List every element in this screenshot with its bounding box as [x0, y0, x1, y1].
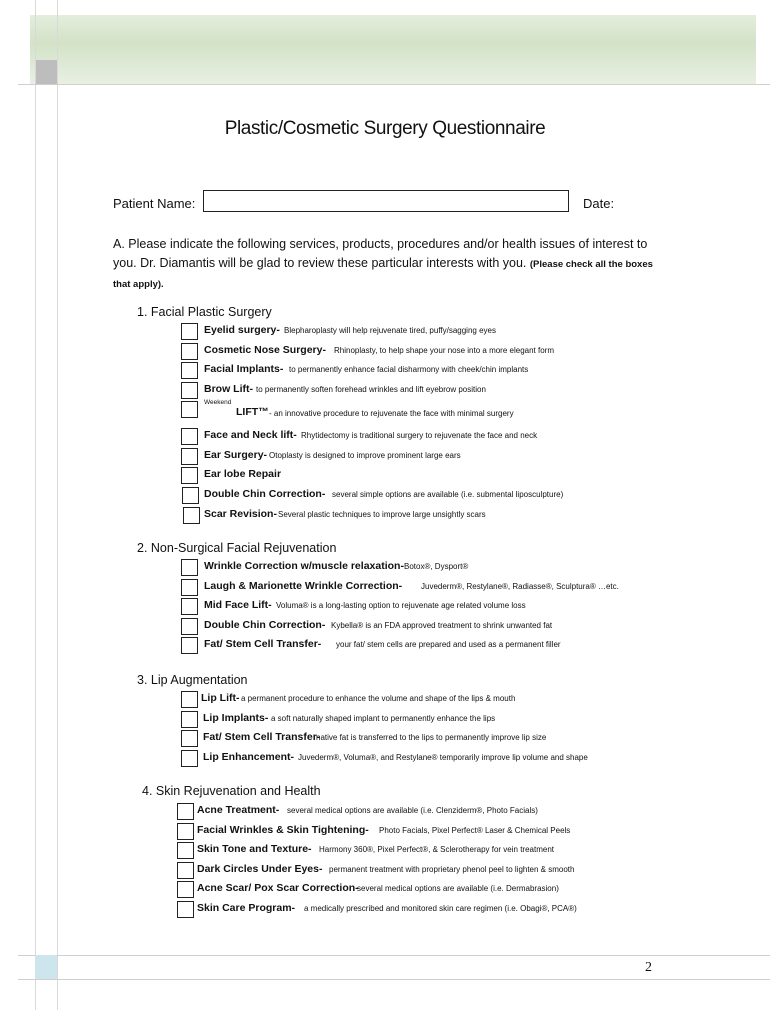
- intro-text: . Please indicate the following services, products, procedures and/or health issues of interest to you. Dr. Diamantis will be glad to review these particular interests with you.: [113, 237, 648, 270]
- header-banner: [30, 15, 756, 85]
- checkbox[interactable]: [177, 901, 194, 918]
- item-description: Several plastic techniques to improve large unsightly scars: [278, 510, 486, 519]
- item-description: Juvederm®, Voluma®, and Restylane® temporarily improve lip volume and shape: [298, 753, 588, 762]
- item-title: Dark Circles Under Eyes-: [197, 863, 323, 875]
- intro-note: (Please check all the boxes that apply).: [113, 259, 653, 290]
- intro-letter: A: [113, 237, 122, 251]
- item-title: Cosmetic Nose Surgery-: [204, 344, 326, 356]
- checkbox[interactable]: [181, 711, 198, 728]
- item-title: LIFT™: [236, 406, 269, 418]
- item-title: Fat/ Stem Cell Transfer-: [204, 638, 322, 650]
- item-title: Face and Neck lift-: [204, 429, 297, 441]
- intro-paragraph: [113, 235, 663, 294]
- date-label: Date:: [583, 196, 615, 211]
- patient-name-field[interactable]: [203, 190, 569, 212]
- checkbox[interactable]: [181, 691, 198, 708]
- item-description: Kybella® is an FDA approved treatment to shrink unwanted fat: [331, 621, 553, 630]
- page-number: 2: [645, 960, 652, 975]
- checkbox[interactable]: [177, 862, 194, 879]
- footer-corner-square: [35, 955, 57, 979]
- item-description: Voluma® is a long-lasting option to rejuvenate age related volume loss: [276, 601, 526, 610]
- checkbox[interactable]: [181, 323, 198, 340]
- checkbox[interactable]: [181, 343, 198, 360]
- checkbox[interactable]: [177, 881, 194, 898]
- checkbox[interactable]: [181, 750, 198, 767]
- item-description: a soft naturally shaped implant to permanently enhance the lips: [271, 714, 496, 723]
- header-rule: [18, 84, 770, 85]
- item-title: Ear lobe Repair: [204, 468, 282, 480]
- item-title: Laugh & Marionette Wrinkle Correction-: [204, 580, 403, 592]
- item-description: to permanently enhance facial disharmony with cheek/chin implants: [289, 365, 529, 374]
- margin-line: [35, 0, 36, 1010]
- checkbox[interactable]: [181, 362, 198, 379]
- item-description: Harmony 360®, Pixel Perfect®, & Sclerotherapy for vein treatment: [319, 845, 554, 854]
- item-description: your fat/ stem cells are prepared and used as a permanent filler: [336, 640, 561, 649]
- item-title: Fat/ Stem Cell Transfer-: [203, 731, 321, 743]
- item-description: several medical options are available (i.e. Clenziderm®, Photo Facials): [287, 806, 538, 815]
- checkbox[interactable]: [181, 730, 198, 747]
- item-prefix: Weekend: [204, 399, 232, 406]
- item-description: Rhinoplasty, to help shape your nose into a more elegant form: [334, 346, 554, 355]
- item-description: - an innovative procedure to rejuvenate the face with minimal surgery: [269, 409, 514, 418]
- footer-rule: [18, 979, 770, 980]
- item-description: Juvederm®, Restylane®, Radiasse®, Sculptura® …etc.: [421, 582, 619, 591]
- item-description: Photo Facials, Pixel Perfect® Laser & Chemical Peels: [379, 826, 571, 835]
- item-title: Double Chin Correction-: [204, 619, 326, 631]
- item-description: permanent treatment with proprietary phenol peel to lighten & smooth: [329, 865, 575, 874]
- item-title: Ear Surgery-: [204, 449, 268, 461]
- item-description: Blepharoplasty will help rejuvenate tired, puffy/sagging eyes: [284, 326, 496, 335]
- item-title: Scar Revision-: [204, 508, 277, 520]
- checkbox[interactable]: [177, 803, 194, 820]
- item-title: Mid Face Lift-: [204, 599, 272, 611]
- checkbox[interactable]: [181, 448, 198, 465]
- page-title: Plastic/Cosmetic Surgery Questionnaire: [224, 118, 546, 139]
- section-title: 2. Non-Surgical Facial Rejuvenation: [137, 541, 337, 555]
- patient-name-label: Patient Name:: [113, 196, 196, 211]
- checkbox[interactable]: [181, 559, 198, 576]
- checkbox[interactable]: [182, 487, 199, 504]
- item-title: Facial Implants-: [204, 363, 284, 375]
- item-description: a permanent procedure to enhance the volume and shape of the lips & mouth: [241, 694, 516, 703]
- item-title: Wrinkle Correction w/muscle relaxation-: [204, 560, 404, 572]
- checkbox[interactable]: [177, 823, 194, 840]
- item-description: Otoplasty is designed to improve prominent large ears: [269, 451, 461, 460]
- item-description: to permanently soften forehead wrinkles and lift eyebrow position: [256, 385, 486, 394]
- item-title: Acne Treatment-: [197, 804, 280, 816]
- footer-rule: [18, 955, 770, 956]
- item-title: Double Chin Correction-: [204, 488, 326, 500]
- checkbox[interactable]: [181, 428, 198, 445]
- item-title: Brow Lift-: [204, 383, 253, 395]
- item-title: Skin Tone and Texture-: [197, 843, 312, 855]
- checkbox[interactable]: [181, 401, 198, 418]
- checkbox[interactable]: [181, 579, 198, 596]
- section-title: 3. Lip Augmentation: [137, 673, 248, 687]
- item-description: native fat is transferred to the lips to permanently improve lip size: [316, 733, 547, 742]
- checkbox[interactable]: [181, 637, 198, 654]
- checkbox[interactable]: [181, 598, 198, 615]
- item-description: Botox®, Dysport®: [404, 562, 469, 571]
- checkbox[interactable]: [181, 467, 198, 484]
- section-title: 4. Skin Rejuvenation and Health: [142, 784, 321, 798]
- item-description: several simple options are available (i.e. submental liposculpture): [332, 490, 564, 499]
- item-description: several medical options are available (i.e. Dermabrasion): [357, 884, 559, 893]
- item-title: Eyelid surgery-: [204, 324, 280, 336]
- item-title: Acne Scar/ Pox Scar Correction-: [197, 882, 359, 894]
- item-description: Rhytidectomy is traditional surgery to rejuvenate the face and neck: [301, 431, 538, 440]
- checkbox[interactable]: [181, 618, 198, 635]
- item-title: Facial Wrinkles & Skin Tightening-: [197, 824, 369, 836]
- checkbox[interactable]: [177, 842, 194, 859]
- item-title: Lip Lift-: [201, 692, 240, 704]
- header-corner-square: [35, 60, 57, 84]
- checkbox[interactable]: [183, 507, 200, 524]
- margin-line: [57, 0, 58, 1010]
- section-title: 1. Facial Plastic Surgery: [137, 305, 272, 319]
- checkbox[interactable]: [181, 382, 198, 399]
- item-title: Lip Implants-: [203, 712, 269, 724]
- item-description: a medically prescribed and monitored skin care regimen (i.e. Obagi®, PCA®): [304, 904, 577, 913]
- item-title: Lip Enhancement-: [203, 751, 295, 763]
- item-title: Skin Care Program-: [197, 902, 296, 914]
